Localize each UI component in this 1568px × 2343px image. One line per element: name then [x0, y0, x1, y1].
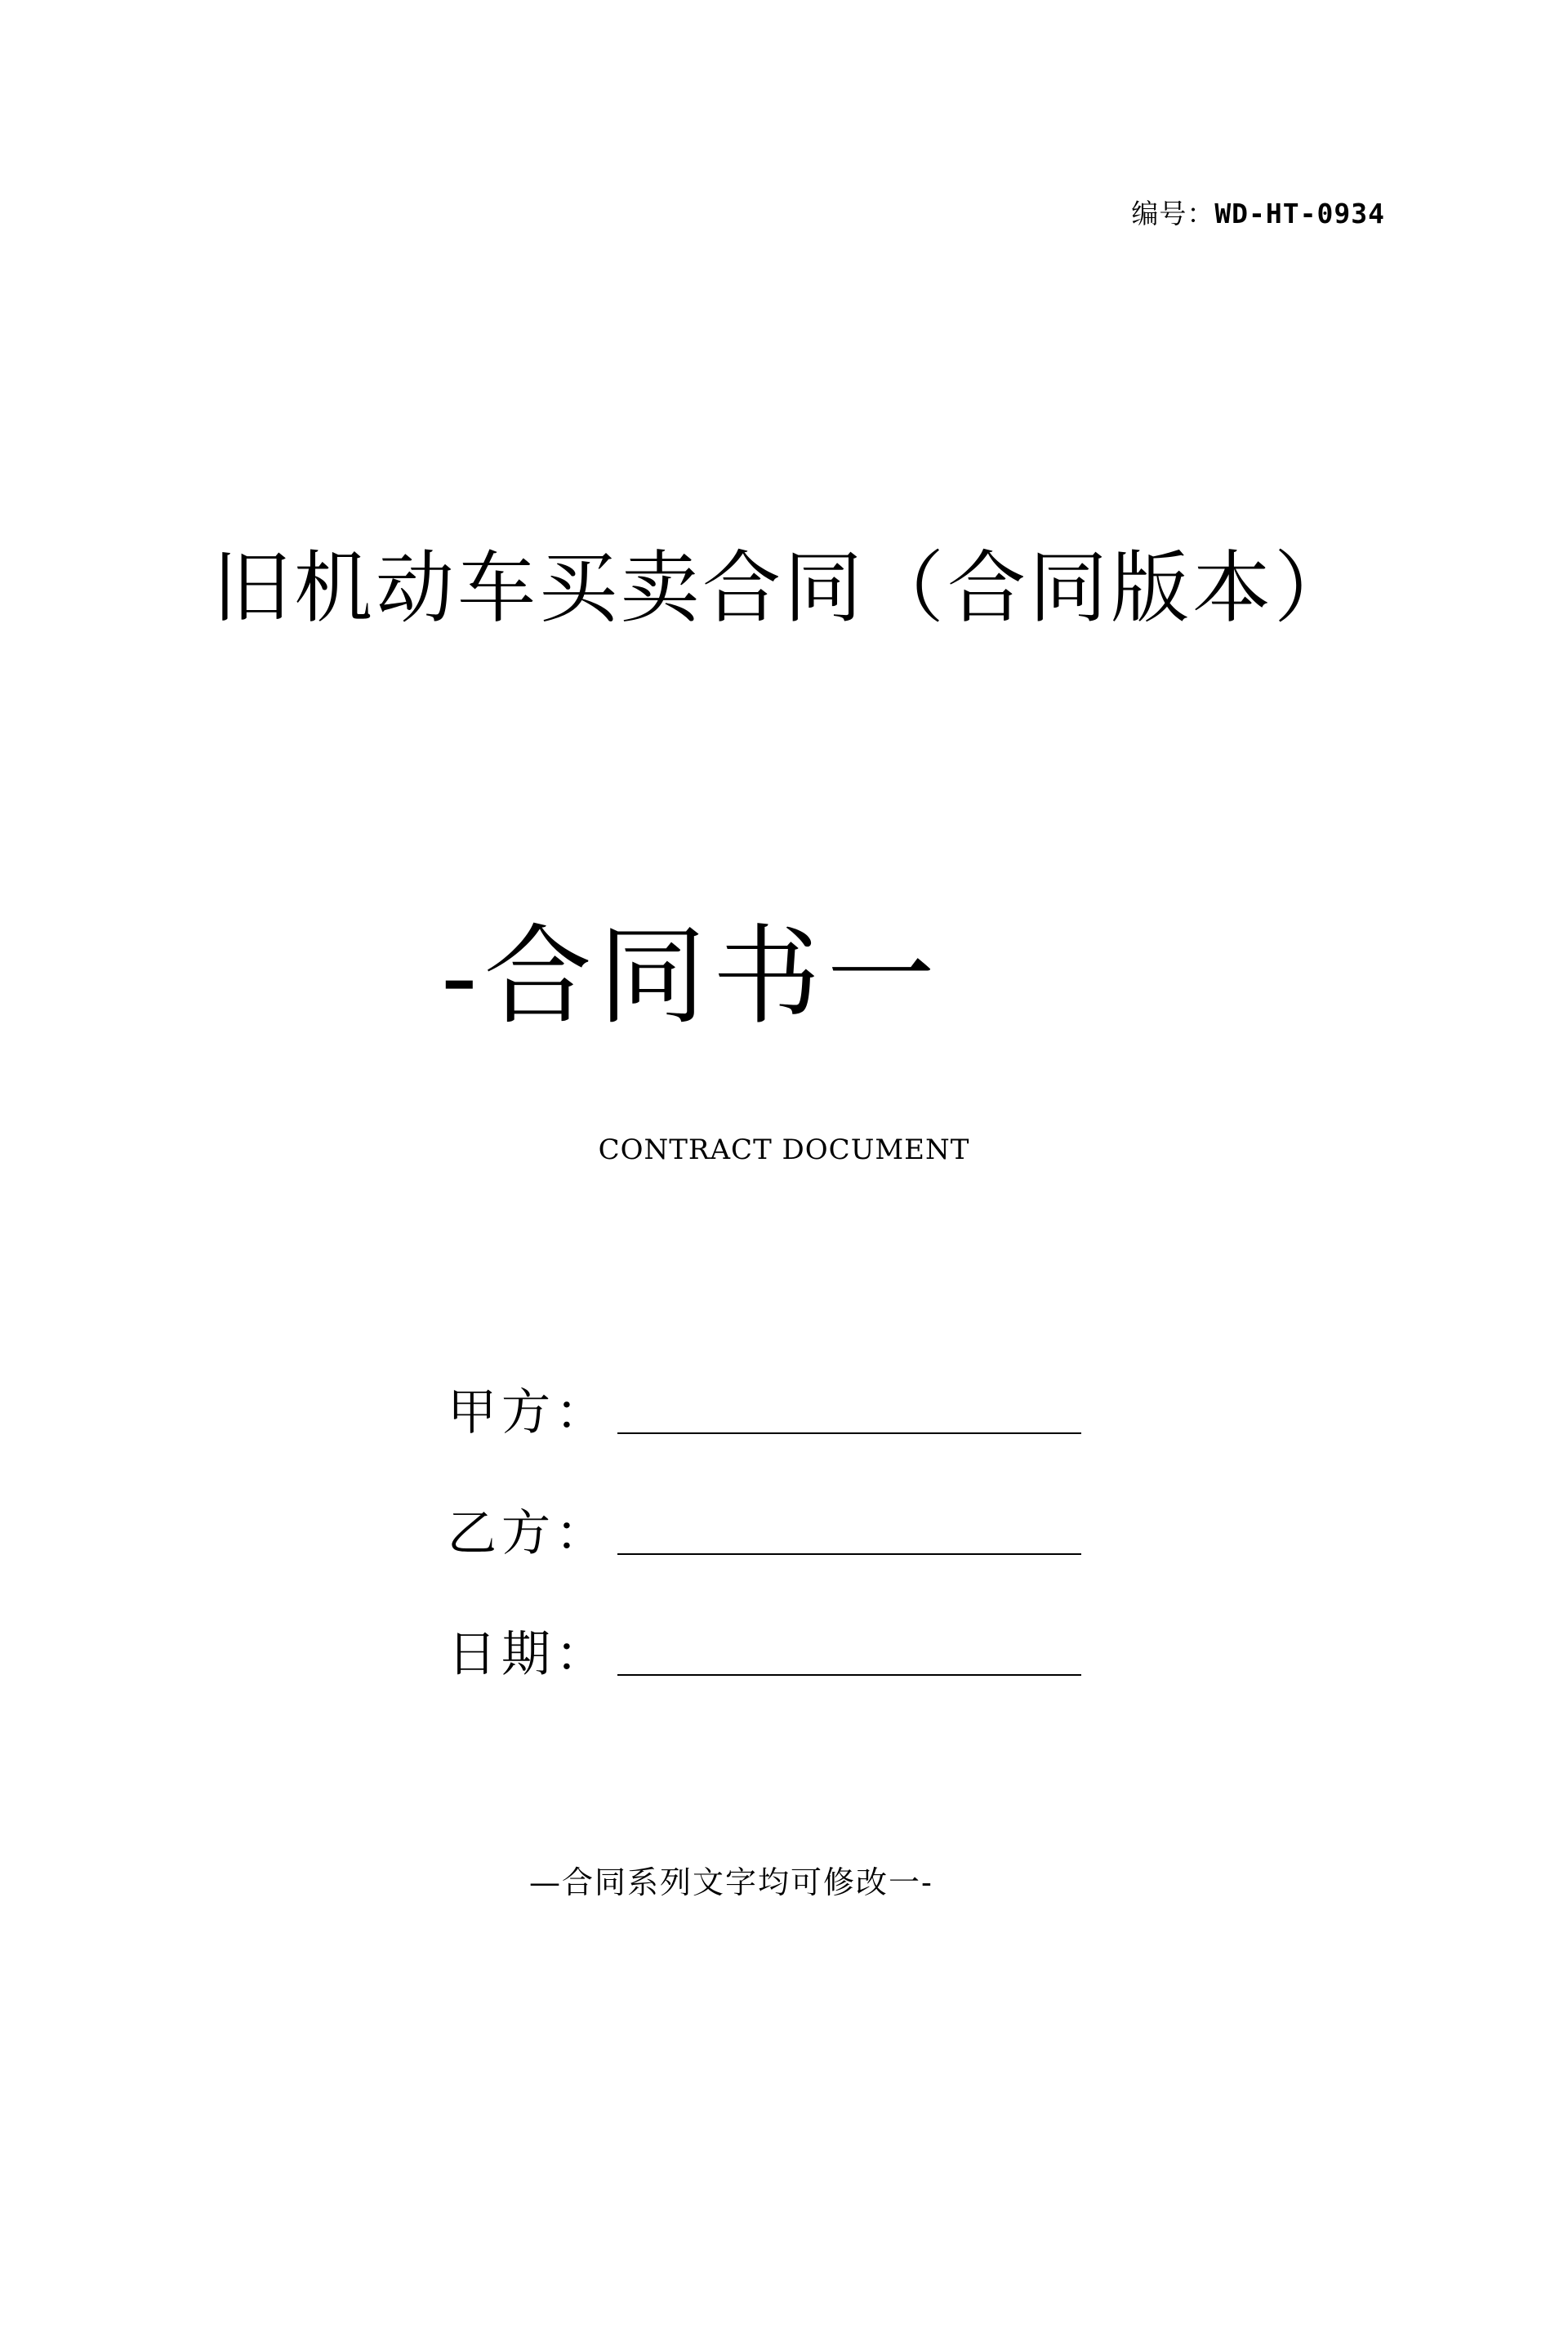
footer-note: —合同系列文字均可修改一- [529, 1864, 933, 1900]
party-b-label: 乙方： [448, 1505, 609, 1562]
party-b-blank-line[interactable] [617, 1552, 1081, 1555]
document-number-value: WD-HT-0934 [1214, 198, 1385, 229]
date-field [448, 1622, 1081, 1687]
date-label: 日期： [448, 1626, 609, 1683]
party-a-field [448, 1380, 1081, 1445]
document-number [1131, 193, 1385, 231]
party-b-field [448, 1501, 1081, 1566]
party-a-label: 甲方： [448, 1384, 609, 1441]
contract-title: 旧机动车买卖合同（合同版本） [212, 542, 1356, 634]
contract-book-heading: -合同书一 [441, 914, 942, 1040]
party-a-blank-line[interactable] [617, 1431, 1081, 1434]
document-number-label: 编号： [1131, 198, 1215, 229]
date-blank-line[interactable] [617, 1673, 1081, 1676]
contract-document-english: CONTRACT DOCUMENT [598, 1134, 970, 1166]
